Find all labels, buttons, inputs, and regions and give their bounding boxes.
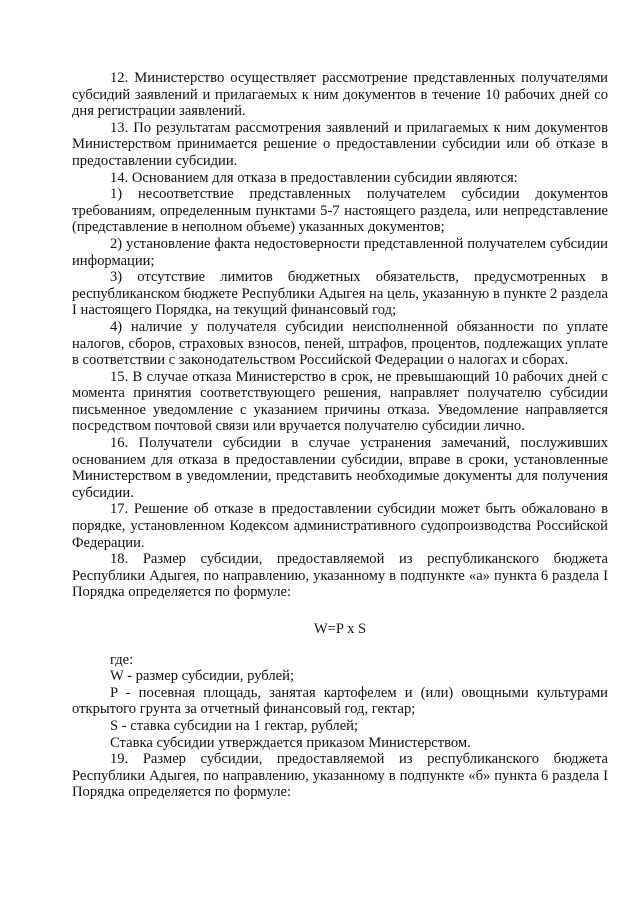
definition-p: P - посевная площадь, занятая картофелем и (или) овощными культурами открытого грунта за отчетный финансовый год, гектар; (72, 684, 608, 718)
paragraph-14-item-3: 3) отсутствие лимитов бюджетных обязательств, предусмотренных в республиканском бюджете Республики Адыгея на цель, указанную в пункте 2 раздела I настоящего Порядка, на текущий финансовый год; (72, 269, 608, 319)
rate-note: Ставка субсидии утверждается приказом Министерством. (110, 734, 471, 751)
paragraph-13: 13. По результатам рассмотрения заявлений и прилагаемых к ним документов Министерством принимается решение о предоставлении субсидии или об отказе в предоставлении субсидии. (72, 119, 608, 169)
paragraph-19: 19. Размер субсидии, предоставляемой из республиканского бюджета Республики Адыгея, по направлению, указанному в подпункте «б» пункта 6 раздела I Порядка определяется по формуле: (72, 751, 608, 801)
paragraph-14: 14. Основанием для отказа в предоставлении субсидии являются: (110, 169, 518, 186)
definition-s: S - ставка субсидии на 1 гектар, рублей; (110, 717, 359, 734)
paragraph-16: 16. Получатели субсидии в случае устранения замечаний, послуживших основанием для отказа в предоставлении субсидии, вправе в сроки, установленные Министерством в уведомлении, представить необходимые документы для получения субсидии. (72, 435, 608, 501)
paragraph-14-item-1: 1) несоответствие представленных получателем субсидии документов требованиям, определенным пунктами 5-7 настоящего раздела, или непредставление (представление в неполном объеме) указанных документов; (72, 186, 608, 236)
paragraph-14-item-2: 2) установление факта недостоверности представленной получателем субсидии информации; (72, 235, 608, 269)
document-page (72, 70, 608, 801)
paragraph-12: 12. Министерство осуществляет рассмотрение представленных получателями субсидий заявлений и прилагаемых к ним документов в течение 10 рабочих дней со дня регистрации заявлений. (72, 70, 608, 120)
definition-w: W - размер субсидии, рублей; (110, 668, 294, 685)
paragraph-14-item-4: 4) наличие у получателя субсидии неисполненной обязанности по уплате налогов, сборов, страховых взносов, пеней, штрафов, процентов, подлежащих уплате в соответствии с законодательством Российской Федерации о налогах и сборах. (72, 318, 608, 369)
paragraph-15: 15. В случае отказа Министерство в срок, не превышающий 10 рабочих дней с момента принятия соответствующего решения, направляет получателю субсидии письменное уведомление с указанием причины отказа. Уведомление направляется посредством почтовой связи или вручается получателю субсидии лично. (72, 368, 608, 435)
paragraph-18: 18. Размер субсидии, предоставляемой из республиканского бюджета Республики Адыгея, по направлению, указанному в подпункте «а» пункта 6 раздела I Порядка определяется по формуле: (72, 551, 608, 601)
formula: W=P x S (313, 621, 367, 637)
where-label: где: (110, 651, 134, 668)
paragraph-17: 17. Решение об отказе в предоставлении субсидии может быть обжаловано в порядке, установленном Кодексом административного судопроизводства Российской Федерации. (72, 501, 608, 551)
